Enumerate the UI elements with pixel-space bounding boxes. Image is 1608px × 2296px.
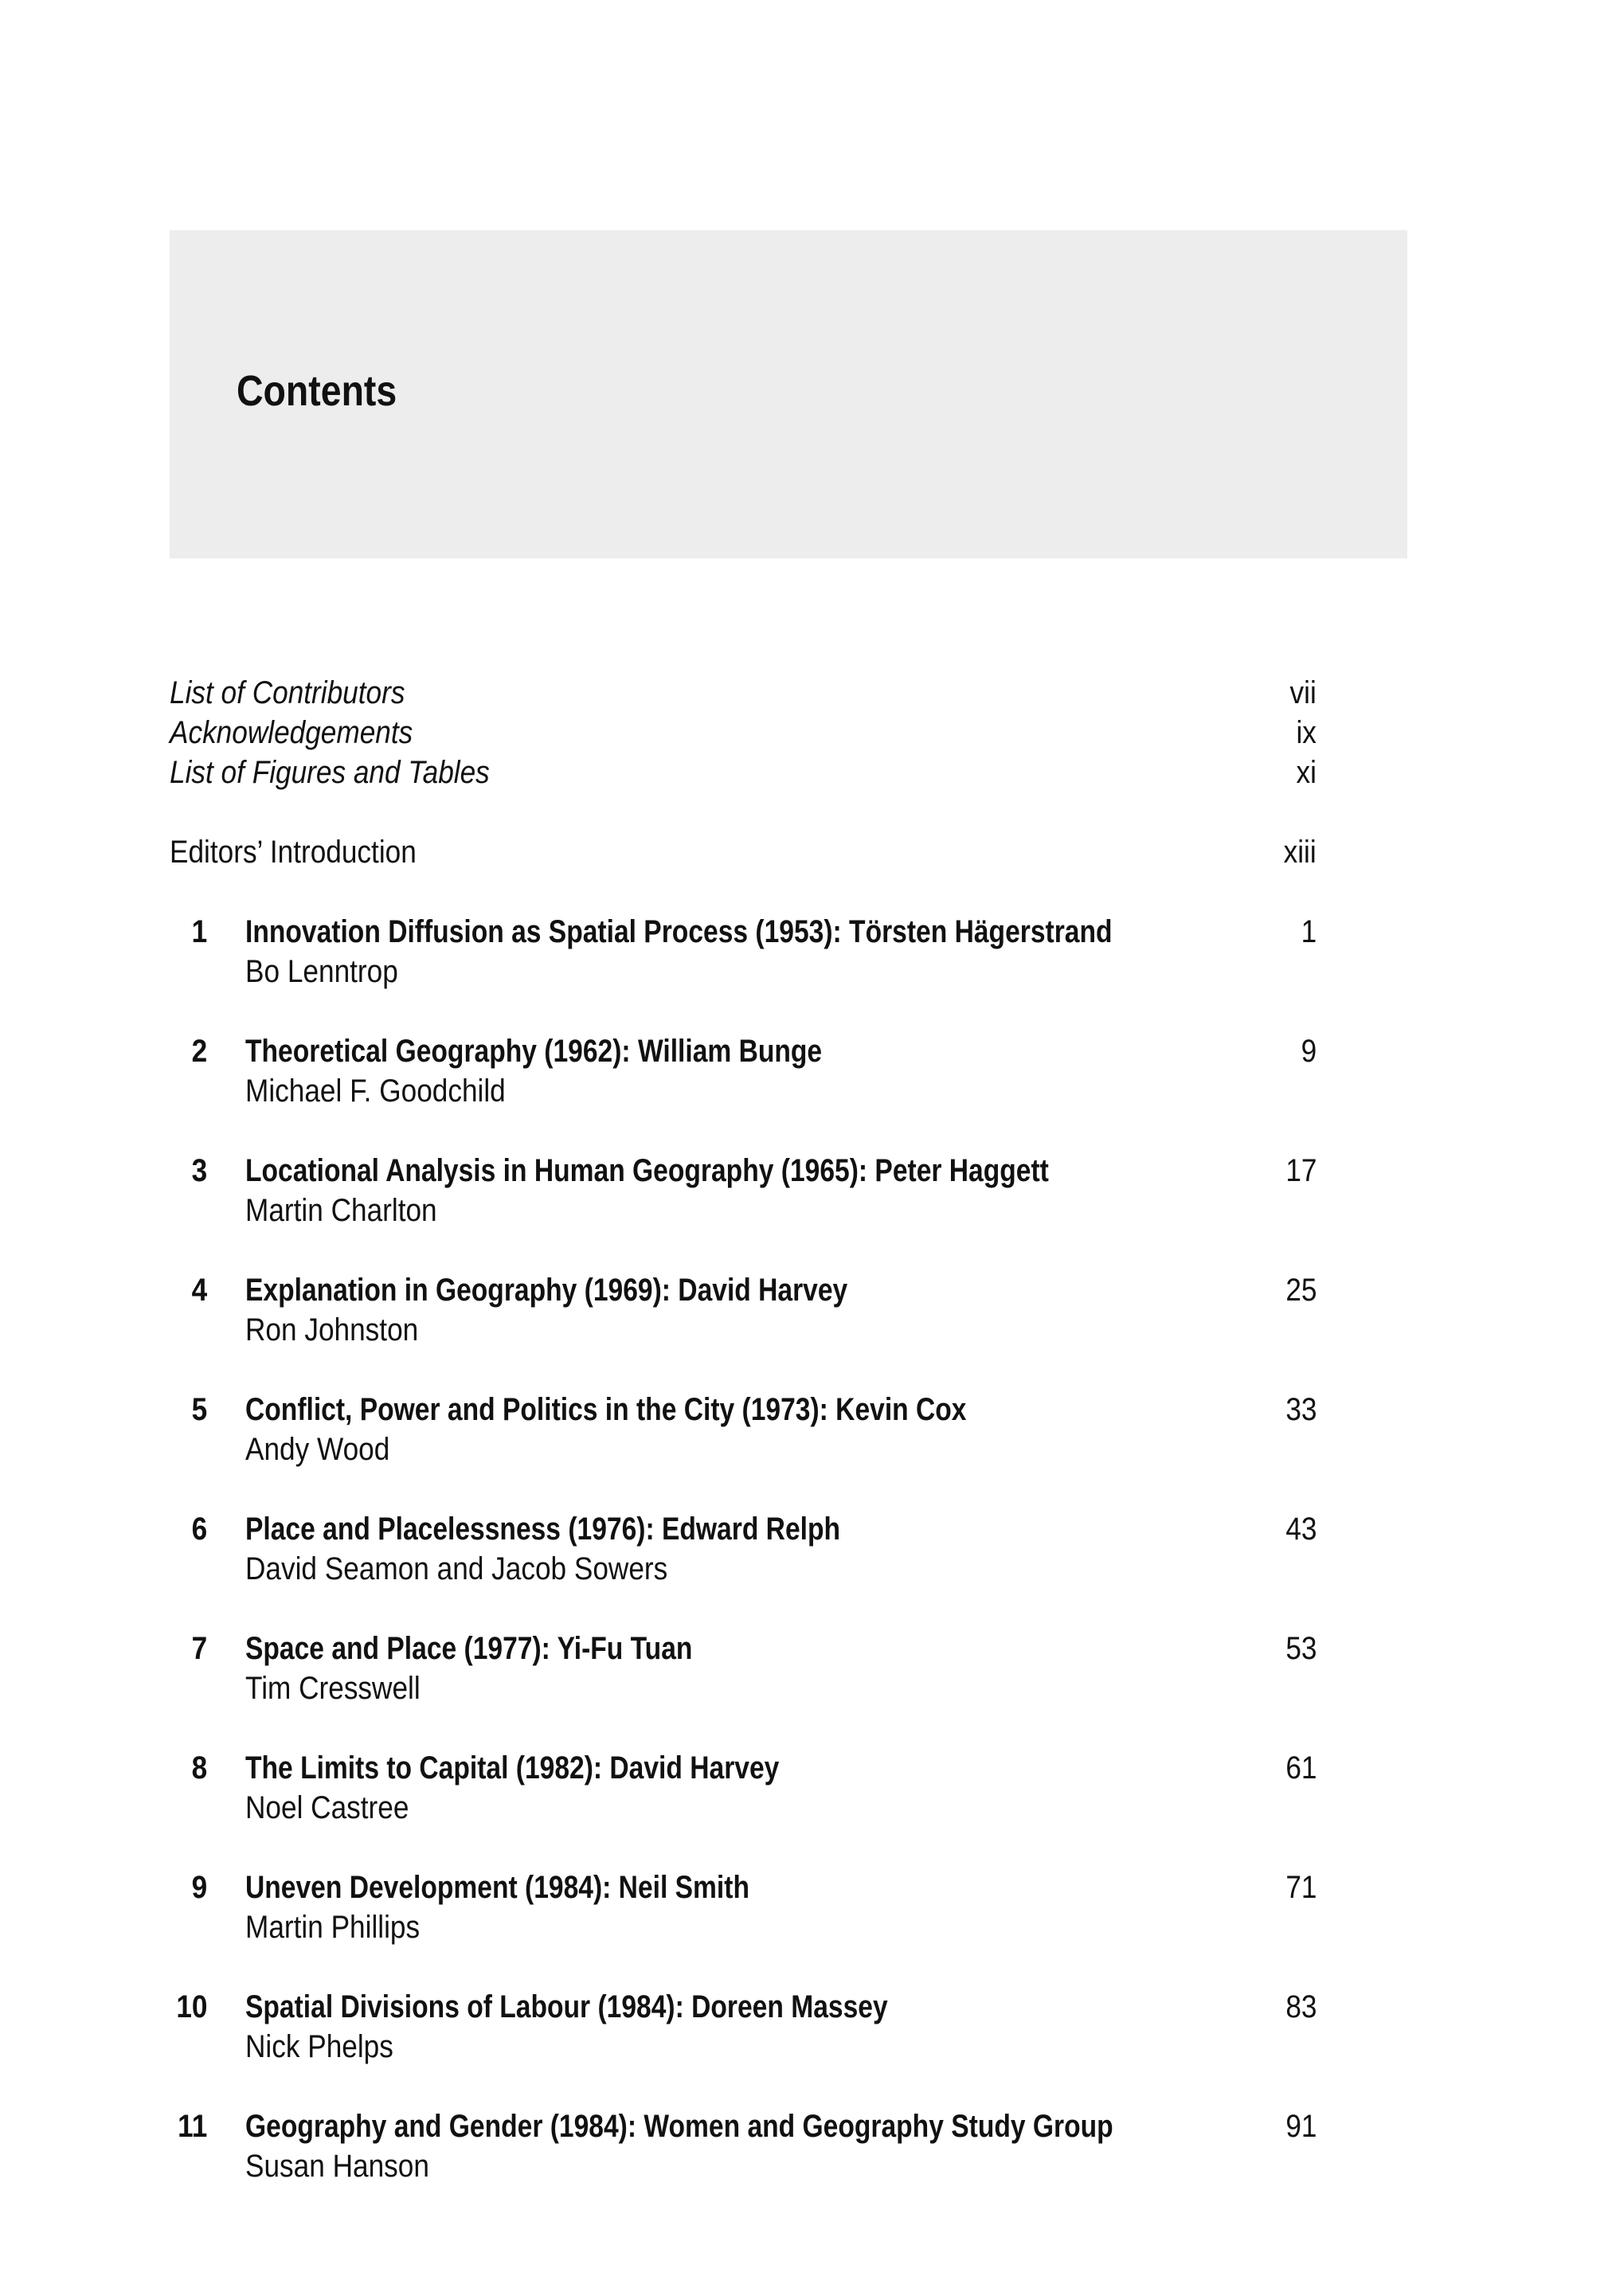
toc-entry-contributors[interactable] [170, 673, 1317, 713]
chapter-page: 25 [1285, 1273, 1317, 1308]
chapter-page: 17 [1285, 1153, 1317, 1188]
chapter-number: 8 [191, 1750, 207, 1786]
chapter-page: 53 [1285, 1631, 1317, 1666]
contents-header-box [170, 230, 1407, 558]
toc-entry-figures-tables[interactable] [170, 753, 1317, 792]
chapter-entry-9[interactable] [170, 1868, 1317, 1947]
chapter-title: Place and Placelessness (1976): Edward Relph [245, 1512, 841, 1547]
chapter-author: Martin Phillips [245, 1910, 421, 1945]
chapter-author: Nick Phelps [245, 2029, 393, 2064]
chapter-title: The Limits to Capital (1982): David Harvey [245, 1750, 780, 1786]
chapter-entry-4[interactable] [170, 1270, 1317, 1350]
chapter-page: 33 [1285, 1392, 1317, 1427]
chapter-page: 71 [1285, 1870, 1317, 1905]
toc-entry-label: Editors’ Introduction [170, 835, 417, 870]
toc-entry-label: List of Figures and Tables [170, 755, 490, 790]
chapter-title: Locational Analysis in Human Geography (1965): Peter Haggett [245, 1153, 1049, 1188]
chapter-number: 1 [191, 914, 207, 949]
chapter-title: Space and Place (1977): Yi-Fu Tuan [245, 1631, 693, 1666]
chapter-entry-1[interactable] [170, 912, 1317, 992]
chapter-number: 10 [175, 1989, 207, 2024]
chapter-author: Tim Cresswell [245, 1671, 421, 1706]
chapter-entry-6[interactable] [170, 1509, 1317, 1589]
chapter-author: David Seamon and Jacob Sowers [245, 1551, 668, 1586]
chapter-title: Explanation in Geography (1969): David Harvey [245, 1273, 848, 1308]
toc-entry-page: xi [1296, 755, 1317, 790]
chapter-number: 4 [191, 1273, 207, 1308]
chapter-entry-8[interactable] [170, 1748, 1317, 1828]
chapter-number: 3 [191, 1153, 207, 1188]
toc-entry-page: ix [1296, 715, 1317, 750]
chapter-title: Spatial Divisions of Labour (1984): Doreen Massey [245, 1989, 888, 2024]
toc-entry-page: xiii [1283, 835, 1317, 870]
chapter-page: 43 [1285, 1512, 1317, 1547]
chapter-entry-11[interactable] [170, 2106, 1317, 2186]
toc-entry-introduction[interactable] [170, 832, 1317, 872]
chapter-page: 83 [1285, 1989, 1317, 2024]
chapter-list [170, 912, 1317, 2186]
toc-entry-label: List of Contributors [170, 675, 405, 710]
chapter-entry-5[interactable] [170, 1390, 1317, 1469]
chapter-number: 6 [191, 1512, 207, 1547]
chapter-page: 91 [1285, 2109, 1317, 2144]
chapter-entry-2[interactable] [170, 1031, 1317, 1111]
chapter-author: Noel Castree [245, 1790, 409, 1825]
chapter-number: 5 [191, 1392, 207, 1427]
toc-entry-acknowledgements[interactable] [170, 713, 1317, 753]
chapter-number: 9 [191, 1870, 207, 1905]
chapter-author: Susan Hanson [245, 2149, 429, 2184]
chapter-title: Conflict, Power and Politics in the City (1973): Kevin Cox [245, 1392, 967, 1427]
chapter-number: 2 [191, 1034, 207, 1069]
chapter-page: 1 [1301, 914, 1317, 949]
toc-entry-page: vii [1289, 675, 1317, 710]
chapter-author: Michael F. Goodchild [245, 1074, 506, 1109]
chapter-author: Bo Lenntrop [245, 954, 398, 989]
chapter-page: 61 [1285, 1750, 1317, 1786]
chapter-title: Theoretical Geography (1962): William Bunge [245, 1034, 823, 1069]
chapter-page: 9 [1301, 1034, 1317, 1069]
chapter-number: 7 [191, 1631, 207, 1666]
toc-entry-label: Acknowledgements [170, 715, 413, 750]
chapter-title: Innovation Diffusion as Spatial Process (1953): Törsten Hägerstrand [245, 914, 1113, 949]
chapter-author: Martin Charlton [245, 1193, 437, 1228]
chapter-title: Uneven Development (1984): Neil Smith [245, 1870, 749, 1905]
page-title: Contents [237, 367, 397, 415]
chapter-author: Andy Wood [245, 1432, 390, 1467]
chapter-entry-7[interactable] [170, 1629, 1317, 1708]
chapter-number: 11 [177, 2109, 207, 2144]
table-of-contents [170, 673, 1317, 2226]
chapter-entry-3[interactable] [170, 1151, 1317, 1230]
chapter-entry-10[interactable] [170, 1987, 1317, 2067]
chapter-author: Ron Johnston [245, 1312, 419, 1347]
chapter-title: Geography and Gender (1984): Women and Geography Study Group [245, 2109, 1113, 2144]
